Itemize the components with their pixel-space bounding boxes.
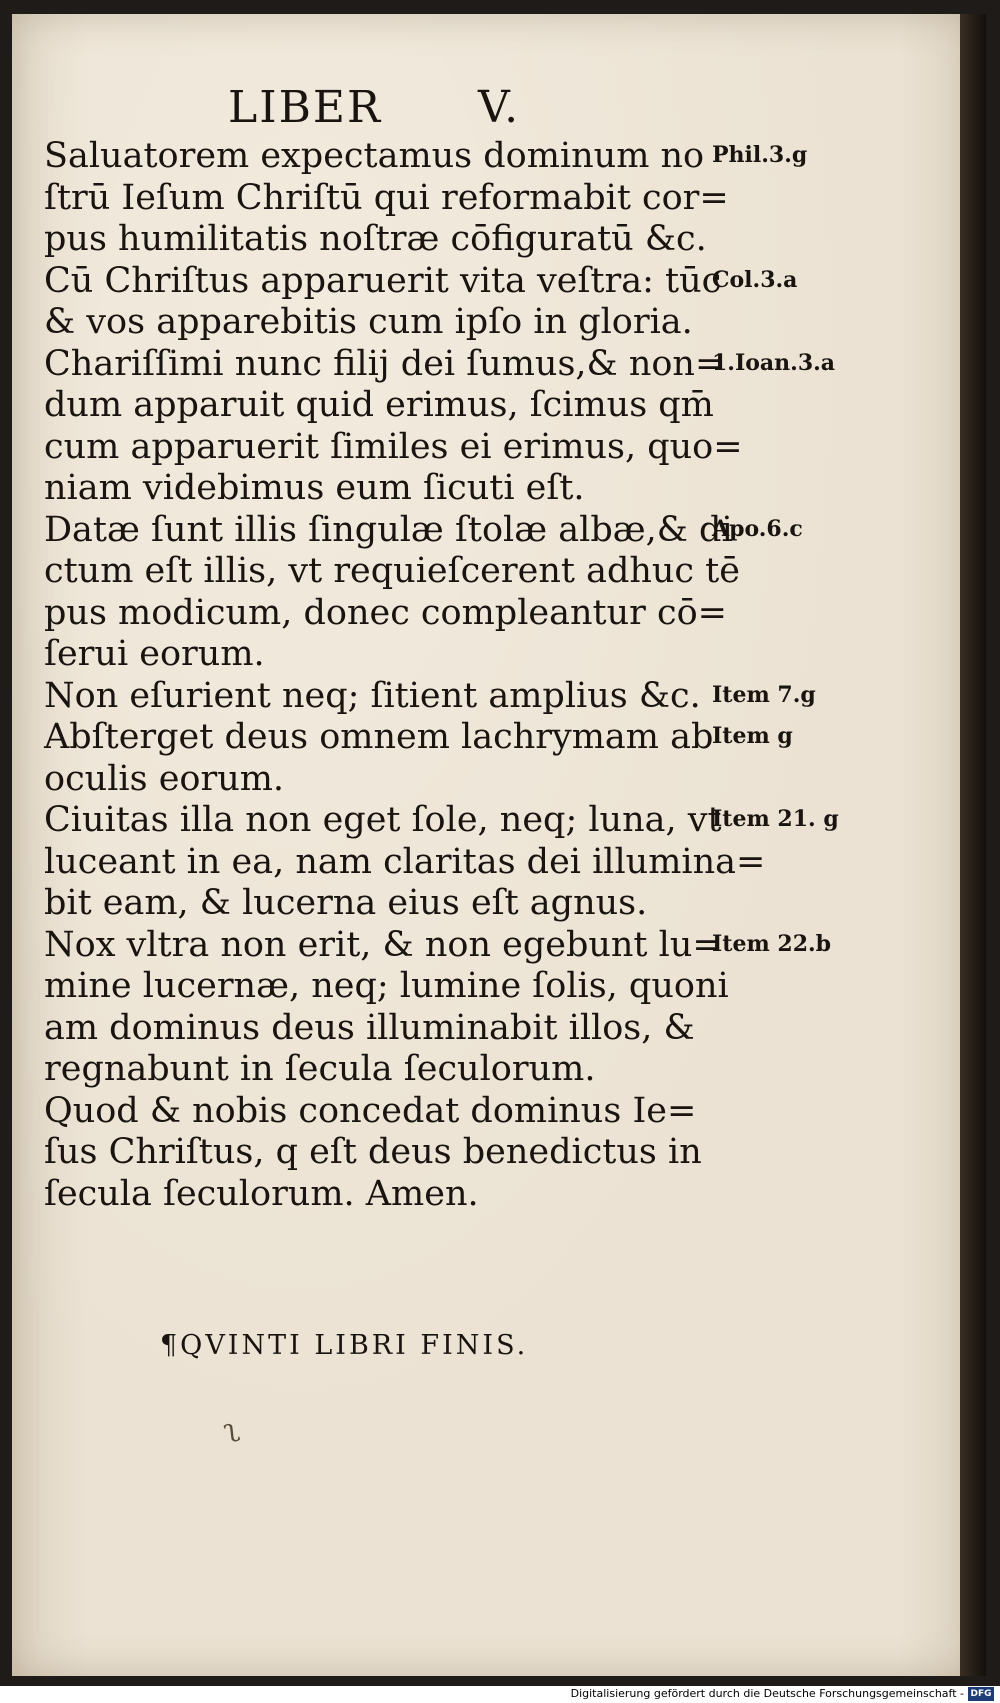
margin-note: Item 7.g bbox=[712, 681, 816, 708]
text-line: mine lucernæ, neq; lumine ſolis, quoni bbox=[44, 966, 729, 1006]
text-line: Non eſurient neq; ſitient amplius &c. bbox=[44, 675, 701, 716]
text-line: Abſterget deus omnem lachrymam ab bbox=[44, 717, 714, 757]
text-line: Quod & nobis concedat dominus Ie= bbox=[44, 1090, 697, 1131]
header-book-number: V. bbox=[478, 82, 521, 133]
text-line: ſtrū Ieſum Chriſtū qui reformabit cor= bbox=[44, 177, 729, 218]
header-liber: LIBER bbox=[228, 82, 383, 133]
margin-note: Apo.6.c bbox=[712, 515, 803, 542]
margin-note: 1.Ioan.3.a bbox=[712, 349, 836, 376]
margin-note: Phil.3.g bbox=[712, 142, 808, 168]
text-line: & vos apparebitis cum ipſo in gloria. bbox=[44, 302, 693, 342]
text-line: oculis eorum. bbox=[44, 758, 285, 799]
running-header bbox=[0, 82, 1000, 142]
text-line: pus humilitatis noſtræ cōfiguratū &c. bbox=[44, 219, 707, 259]
text-line: regnabunt in ſecula ſeculorum. bbox=[44, 1049, 596, 1089]
ink-mark: ʅ bbox=[219, 1412, 242, 1446]
text-line: bit eam, & lucerna eius eſt agnus. bbox=[44, 883, 648, 923]
text-line: am dominus deus illuminabit illos, & bbox=[44, 1007, 695, 1048]
text-line: ſecula ſeculorum. Amen. bbox=[44, 1173, 479, 1214]
margin-note: Col.3.a bbox=[712, 266, 798, 293]
text-line: ſus Chriſtus, q eſt deus benedictus in bbox=[44, 1132, 702, 1172]
text-line: pus modicum, donec compleantur cō= bbox=[44, 592, 727, 633]
text-line: ctum eſt illis, vt requieſcerent adhuc tē bbox=[44, 551, 740, 591]
book-edge bbox=[960, 14, 986, 1676]
text-line: niam videbimus eum ſicuti eſt. bbox=[44, 468, 585, 508]
text-line: ſerui eorum. bbox=[44, 634, 265, 674]
dfg-logo-icon: DFG bbox=[968, 1687, 994, 1701]
text-line: Saluatorem expectamus dominum no bbox=[44, 136, 705, 176]
text-line: Cū Chriſtus apparuerit vita veſtra: tūc bbox=[44, 260, 722, 301]
margin-note: Item 22.b bbox=[712, 930, 832, 957]
margin-note: Item g bbox=[712, 723, 793, 749]
text-line: Datæ ſunt illis ſingulæ ſtolæ albæ,& di bbox=[44, 509, 733, 550]
colophon-finis: ¶QVINTI LIBRI FINIS. bbox=[160, 1330, 529, 1361]
margin-note: Item 21. g bbox=[712, 806, 839, 832]
text-line: Nox vltra non erit, & non egebunt lu= bbox=[44, 924, 722, 965]
text-line: Chariſſimi nunc filij dei ſumus,& non= bbox=[44, 343, 725, 384]
text-line: luceant in ea, nam claritas dei illumina= bbox=[44, 841, 766, 882]
text-line: Ciuitas illa non eget ſole, neq; luna, vt bbox=[44, 800, 722, 840]
text-line: cum apparuerit ſimiles ei erimus, quo= bbox=[44, 426, 743, 467]
text-line: dum apparuit quid erimus, ſcimus qm̄ bbox=[44, 385, 714, 425]
footer-credit: Digitalisierung gefördert durch die Deutsche Forschungsgemeinschaft - bbox=[570, 1687, 964, 1700]
